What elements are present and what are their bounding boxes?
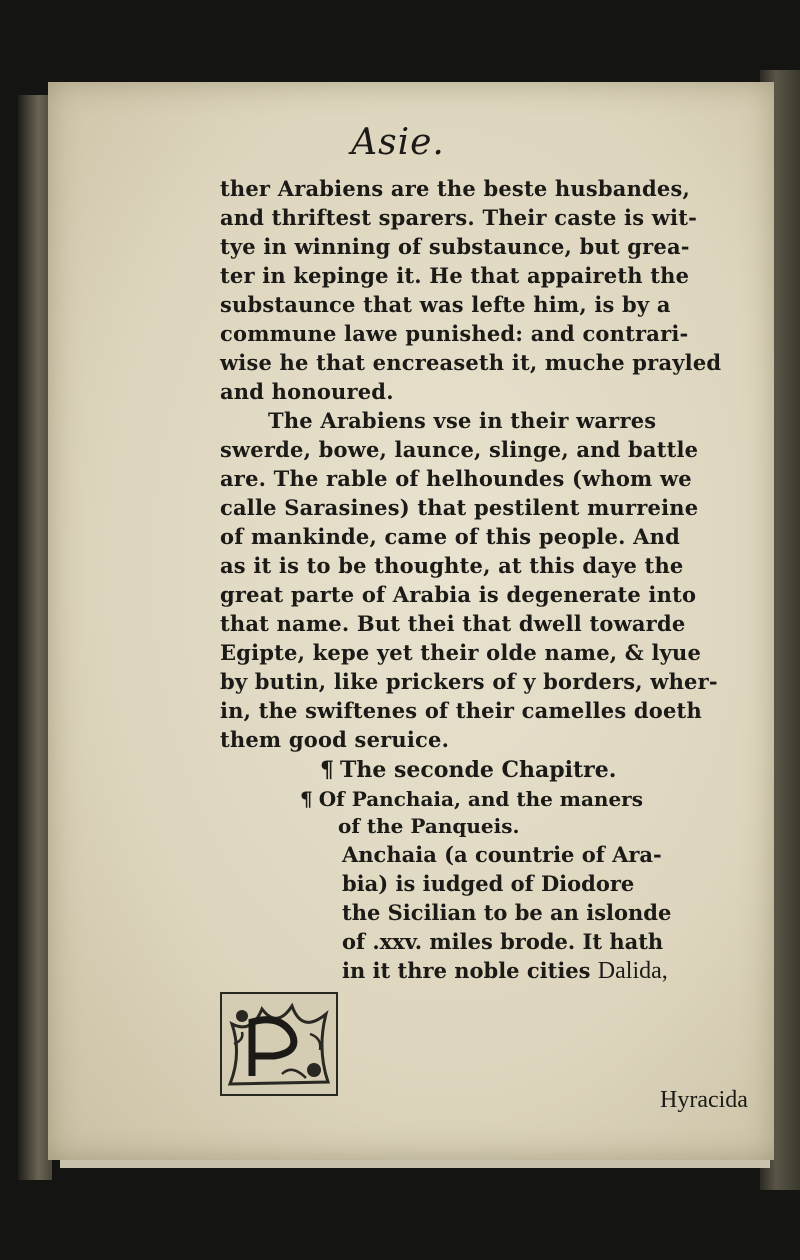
text-line: Anchaia (a countrie of Ara- bbox=[342, 842, 662, 867]
text-line: The Arabiens vse in their warres bbox=[268, 408, 657, 433]
text-line: in, the swiftenes of their camelles doeth bbox=[220, 698, 702, 723]
text-line: commune lawe punished: and contrari- bbox=[220, 321, 689, 346]
text-line: that name. But thei that dwell towarde bbox=[220, 611, 686, 636]
text-line: great parte of Arabia is degenerate into bbox=[220, 582, 697, 607]
text-line: Egipte, kepe yet their olde name, & lyue bbox=[220, 640, 702, 665]
chapter-title-text: The seconde Chapitre. bbox=[340, 757, 617, 783]
decorated-initial-woodcut bbox=[220, 992, 338, 1096]
chapter-summary-text: Of Panchaia, and the maners bbox=[318, 787, 643, 811]
book-page bbox=[48, 82, 774, 1160]
page-body bbox=[220, 174, 760, 985]
text-fragment: in it thre noble cities bbox=[342, 958, 591, 983]
text-line: the Sicilian to be an islonde bbox=[342, 900, 672, 925]
pilcrow-icon: ¶ bbox=[300, 787, 313, 811]
text-line: calle Sarasines) that pestilent murreine bbox=[220, 495, 699, 520]
chapter-heading bbox=[220, 754, 760, 786]
text-line: are. The rable of helhoundes (whom we bbox=[220, 466, 692, 491]
text-line: by butin, like prickers of y borders, wher- bbox=[220, 669, 718, 694]
roman-text-fragment: Dalida, bbox=[597, 958, 668, 984]
text-line: bia) is iudged of Diodore bbox=[342, 871, 635, 896]
text-line: tye in winning of substaunce, but grea- bbox=[220, 234, 690, 259]
text-line: ter in kepinge it. He that appaireth the bbox=[220, 263, 690, 288]
running-header: Asie. bbox=[351, 122, 445, 163]
text-line: of .xxv. miles brode. It hath bbox=[342, 929, 664, 954]
text-line: of mankinde, came of this people. And bbox=[220, 524, 680, 549]
text-line: as it is to be thoughte, at this daye the bbox=[220, 553, 684, 578]
pilcrow-icon: ¶ bbox=[320, 757, 334, 783]
chapter-summary-line bbox=[220, 786, 760, 813]
woodcut-initial-icon bbox=[222, 994, 336, 1094]
text-line-mixed bbox=[220, 956, 760, 985]
text-line: and thriftest sparers. Their caste is wit- bbox=[220, 205, 698, 230]
catchword: Hyracida bbox=[660, 1087, 748, 1113]
text-line: substaunce that was lefte him, is by a bbox=[220, 292, 671, 317]
text-line: ther Arabiens are the beste husbandes, bbox=[220, 176, 691, 201]
text-line: swerde, bowe, launce, slinge, and battle bbox=[220, 437, 699, 462]
text-line: wise he that encreaseth it, muche prayled bbox=[220, 350, 722, 375]
text-line: them good seruice. bbox=[220, 727, 450, 752]
left-binding-edge bbox=[18, 95, 52, 1180]
text-line: and honoured. bbox=[220, 379, 394, 404]
chapter-summary-line: of the Panqueis. bbox=[338, 814, 520, 838]
